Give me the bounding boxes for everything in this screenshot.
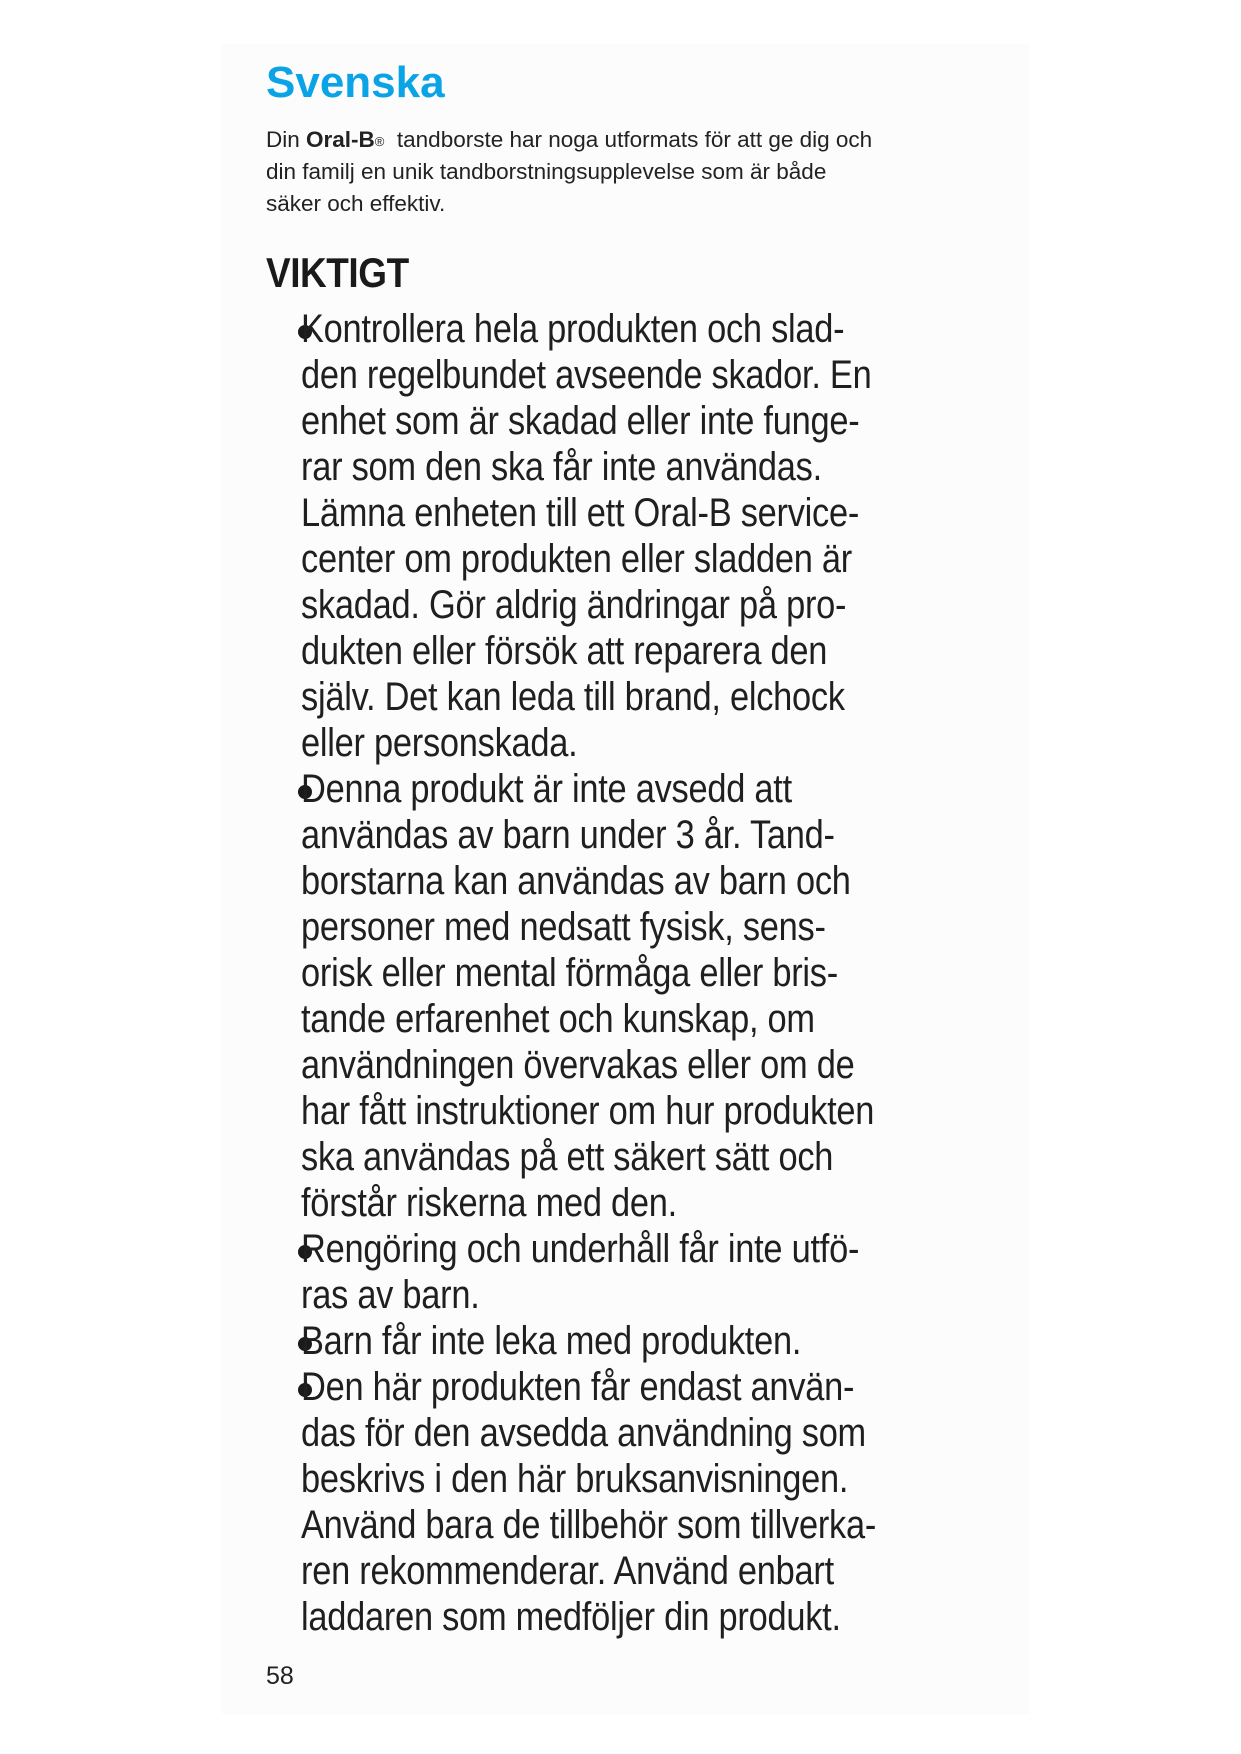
list-item-line: skadad. Gör aldrig ändringar på pro-: [301, 583, 847, 627]
list-item-line: Lämna enheten till ett Oral-B service-: [301, 491, 860, 535]
list-item-line: dukten eller försök att reparera den: [301, 629, 828, 673]
list-item: [301, 766, 1021, 1226]
list-item-line: den regelbundet avseende skador. En: [301, 353, 872, 397]
registered-mark: ®: [374, 134, 385, 149]
list-item-line: orisk eller mental förmåga eller bris-: [301, 951, 838, 995]
list-item-line: har fått instruktioner om hur produkten: [301, 1089, 875, 1133]
list-item-line: Använd bara de tillbehör som tillverka-: [301, 1503, 877, 1547]
list-item-line: Kontrollera hela produkten och slad-: [301, 307, 845, 351]
list-item: [301, 306, 1021, 766]
list-item-line: center om produkten eller sladden är: [301, 537, 852, 581]
list-item-line: ren rekommenderar. Använd enbart: [301, 1549, 834, 1593]
list-item-line: borstarna kan användas av barn och: [301, 859, 851, 903]
document-content: [266, 56, 1006, 1640]
intro-line: tandborste har noga utformats för att ge dig och: [396, 127, 873, 152]
list-item-line: Den här produkten får endast använ-: [301, 1365, 855, 1409]
intro-line: säker och effektiv.: [266, 191, 446, 216]
list-item: [301, 1226, 1021, 1318]
section-heading: VIKTIGT: [266, 249, 409, 296]
list-item-line: ras av barn.: [301, 1273, 480, 1317]
intro-paragraph: [266, 124, 1006, 220]
language-heading: Svenska: [266, 58, 445, 107]
list-item-line: ska användas på ett säkert sätt och: [301, 1135, 834, 1179]
list-item-line: användningen övervakas eller om de: [301, 1043, 855, 1087]
list-item-line: förstår riskerna med den.: [301, 1181, 677, 1225]
list-item-line: tande erfarenhet och kunskap, om: [301, 997, 815, 1041]
list-item-line: beskrivs i den här bruksanvisningen.: [301, 1457, 849, 1501]
list-item-line: Rengöring och underhåll får inte utfö-: [301, 1227, 860, 1271]
list-item-line: Denna produkt är inte avsedd att: [301, 767, 792, 811]
list-item-line: eller personskada.: [301, 721, 578, 765]
list-item-line: rar som den ska får inte användas.: [301, 445, 822, 489]
list-item-line: laddaren som medföljer din produkt.: [301, 1595, 841, 1639]
list-item-line: Barn får inte leka med produkten.: [301, 1319, 802, 1363]
intro-line: din familj en unik tandborstningsupplevelse som är både: [266, 159, 827, 184]
list-item-line: das för den avsedda användning som: [301, 1411, 866, 1455]
list-item-line: själv. Det kan leda till brand, elchock: [301, 675, 845, 719]
list-item: [301, 1318, 1021, 1364]
page-number: 58: [266, 1662, 294, 1690]
list-item-line: användas av barn under 3 år. Tand-: [301, 813, 835, 857]
list-item: [301, 1364, 1021, 1640]
list-item-line: personer med nedsatt fysisk, sens-: [301, 905, 826, 949]
list-item-line: enhet som är skadad eller inte funge-: [301, 399, 860, 443]
brand-name: Oral-B: [306, 127, 375, 152]
intro-prefix: Din: [266, 127, 300, 152]
safety-list: [266, 306, 1021, 1640]
